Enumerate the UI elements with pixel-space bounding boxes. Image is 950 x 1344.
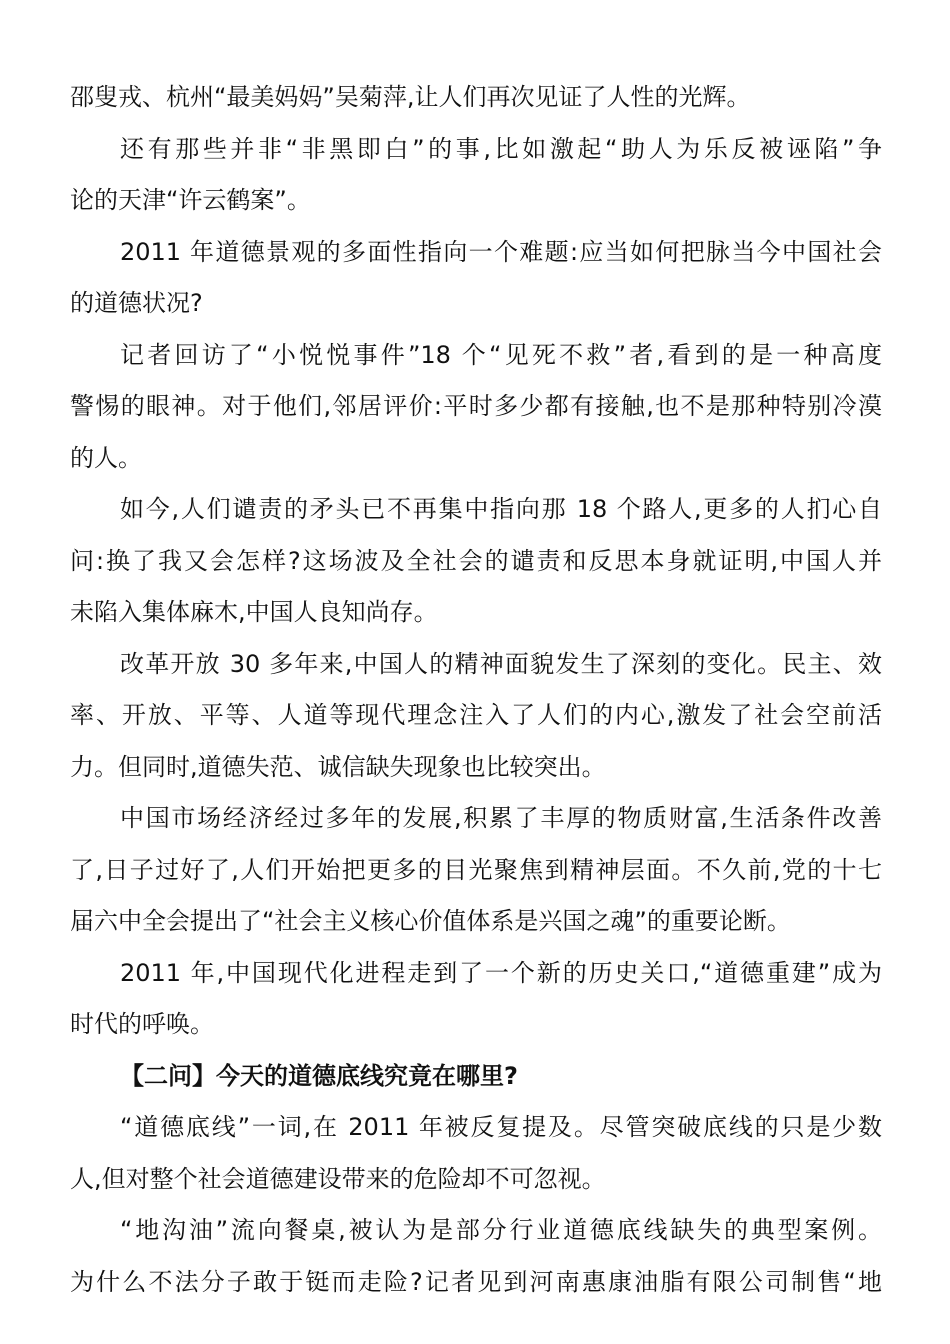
- text-line: 警惕的眼神。对于他们,邻居评价:平时多少都有接触,也不是那种特别冷漠: [70, 392, 882, 420]
- paragraph: [70, 330, 882, 485]
- text-line: 届六中全会提出了“社会主义核心价值体系是兴国之魂”的重要论断。: [70, 907, 791, 935]
- text-line: 问:换了我又会怎样?这场波及全社会的谴责和反思本身就证明,中国人并: [70, 546, 882, 575]
- text-line: 中国市场经济经过多年的发展,积累了丰厚的物质财富,生活条件改善: [120, 804, 882, 832]
- paragraph: [70, 639, 882, 794]
- text-line: 的道德状况?: [70, 289, 203, 317]
- text-line: 改革开放 30 多年来,中国人的精神面貌发生了深刻的变化。民主、效: [120, 649, 882, 678]
- text-line: “道德底线”一词,在 2011 年被反复提及。尽管突破底线的只是少数: [120, 1113, 882, 1141]
- text-line: 还有那些并非“非黑即白”的事,比如激起“助人为乐反被诬陷”争: [120, 134, 882, 163]
- text-line: 的人。: [70, 443, 142, 472]
- paragraph: [70, 1102, 882, 1205]
- paragraph: [70, 793, 882, 948]
- text-line: 未陷入集体麻木,中国人良知尚存。: [70, 598, 438, 626]
- paragraph: [70, 124, 882, 227]
- paragraph: [70, 484, 882, 639]
- paragraph: [70, 948, 882, 1051]
- text-line: 邵叟戎、杭州“最美妈妈”吴菊萍,让人们再次见证了人性的光辉。: [70, 83, 751, 111]
- paragraph: [70, 1205, 882, 1308]
- text-line: 人,但对整个社会道德建设带来的危险却不可忽视。: [70, 1164, 606, 1193]
- text-line: “地沟油”流向餐桌,被认为是部分行业道德底线缺失的典型案例。: [120, 1216, 882, 1244]
- text-line: 如今,人们谴责的矛头已不再集中指向那 18 个路人,更多的人扪心自: [120, 495, 882, 523]
- text-line: 为什么不法分子敢于铤而走险?记者见到河南惠康油脂有限公司制售“地: [70, 1267, 882, 1296]
- section-heading: [70, 1051, 882, 1103]
- text-line: 时代的呼唤。: [70, 1010, 214, 1038]
- text-line: 2011 年,中国现代化进程走到了一个新的历史关口,“道德重建”成为: [120, 958, 882, 987]
- text-line: 论的天津“许云鹤案”。: [70, 186, 311, 214]
- heading-text: 【二问】今天的道德底线究竟在哪里?: [120, 1061, 518, 1090]
- text-line: 记者回访了“小悦悦事件”18 个“见死不救”者,看到的是一种高度: [120, 340, 882, 369]
- text-line: 率、开放、平等、人道等现代理念注入了人们的内心,激发了社会空前活: [70, 701, 882, 729]
- paragraph: [70, 72, 882, 124]
- text-line: 2011 年道德景观的多面性指向一个难题:应当如何把脉当今中国社会: [120, 237, 882, 266]
- document-page: [70, 72, 882, 1308]
- text-line: 力。但同时,道德失范、诚信缺失现象也比较突出。: [70, 752, 606, 781]
- paragraph: [70, 227, 882, 330]
- text-line: 了,日子过好了,人们开始把更多的目光聚焦到精神层面。不久前,党的十七: [70, 855, 882, 884]
